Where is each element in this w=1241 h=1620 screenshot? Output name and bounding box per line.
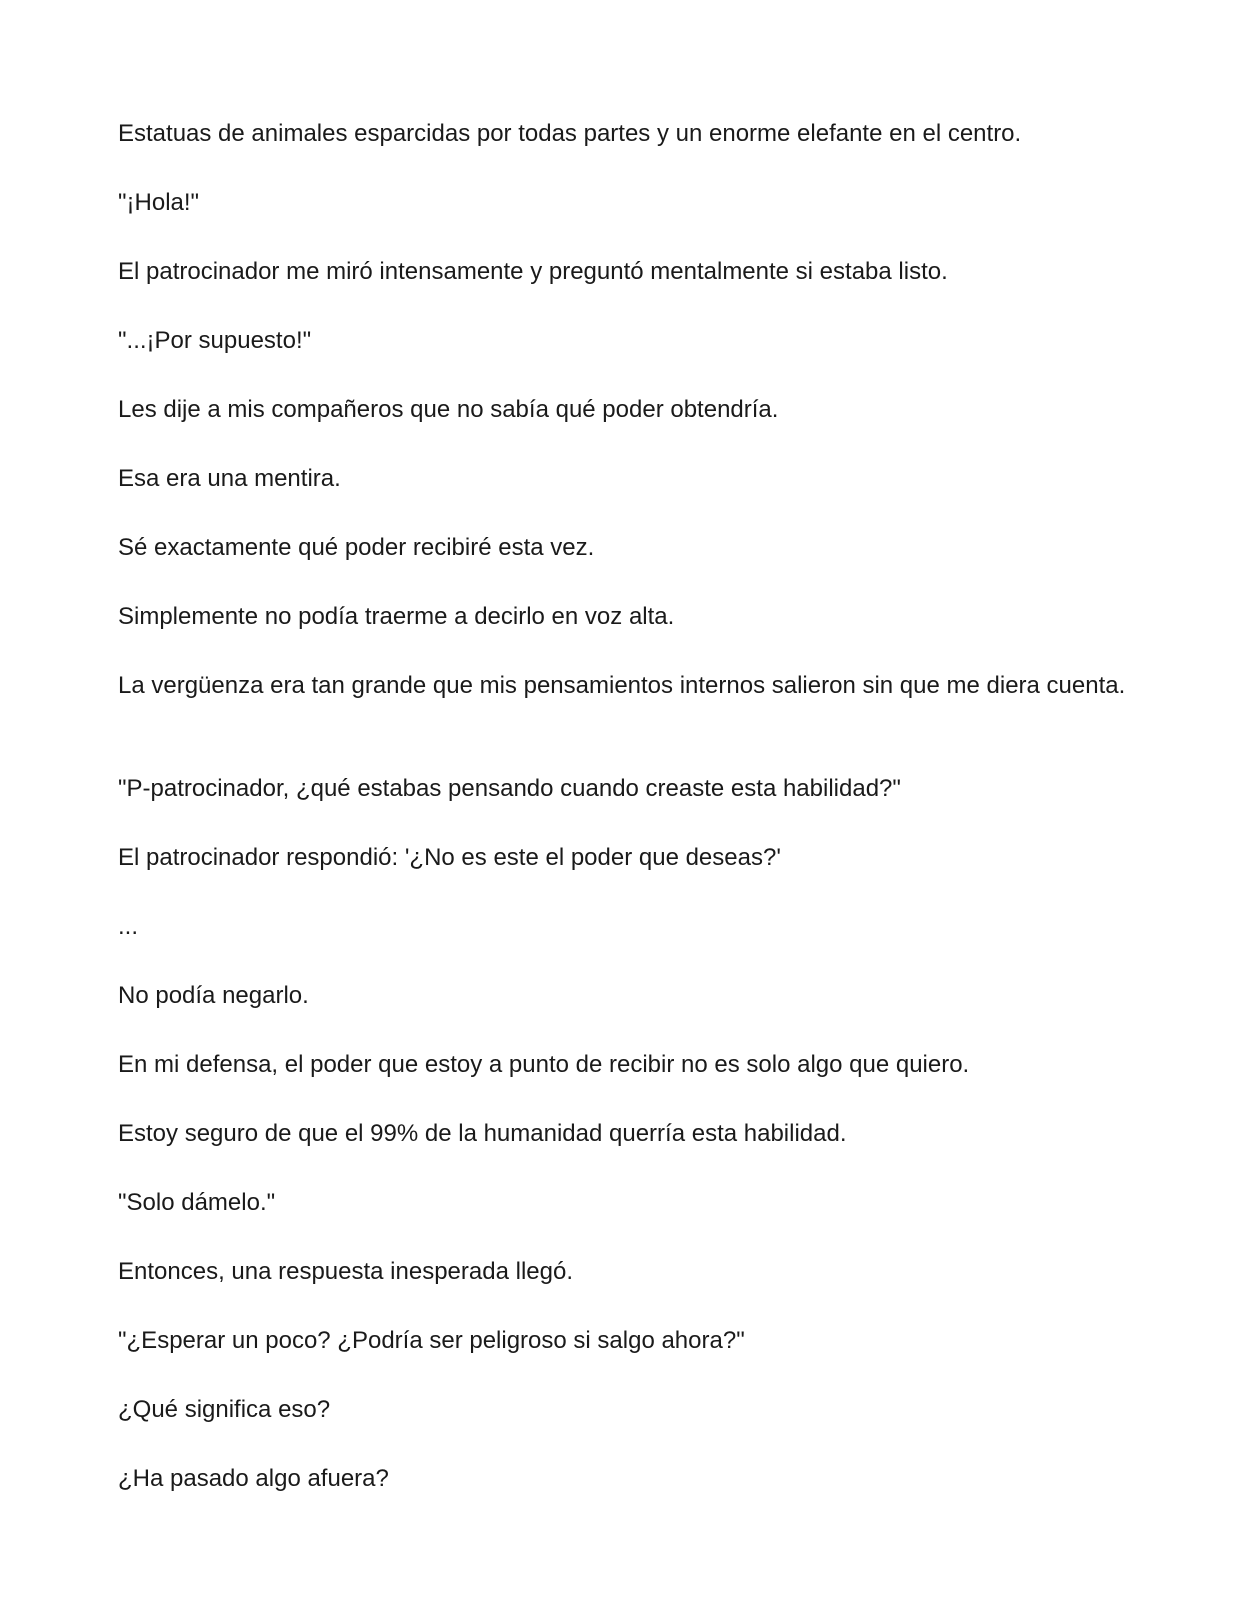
paragraph: Estoy seguro de que el 99% de la humanidad querría esta habilidad. bbox=[118, 1120, 847, 1147]
paragraph: "Solo dámelo." bbox=[118, 1189, 276, 1216]
paragraph: ... bbox=[118, 913, 139, 940]
paragraph: La vergüenza era tan grande que mis pensamientos internos salieron sin que me diera cuenta. bbox=[118, 672, 1126, 699]
paragraph: ¿Qué significa eso? bbox=[118, 1396, 331, 1423]
paragraph: "¡Hola!" bbox=[118, 189, 200, 216]
paragraph: El patrocinador respondió: '¿No es este el poder que deseas?' bbox=[118, 844, 781, 871]
paragraph: En mi defensa, el poder que estoy a punto de recibir no es solo algo que quiero. bbox=[118, 1051, 970, 1078]
paragraph: Entonces, una respuesta inesperada llegó. bbox=[118, 1258, 573, 1285]
paragraph: Simplemente no podía traerme a decirlo en voz alta. bbox=[118, 603, 675, 630]
paragraph: "P-patrocinador, ¿qué estabas pensando cuando creaste esta habilidad?" bbox=[118, 775, 901, 802]
paragraph: Sé exactamente qué poder recibiré esta vez. bbox=[118, 534, 595, 561]
paragraph: ¿Ha pasado algo afuera? bbox=[118, 1465, 389, 1492]
paragraph: El patrocinador me miró intensamente y preguntó mentalmente si estaba listo. bbox=[118, 258, 948, 285]
paragraph: Estatuas de animales esparcidas por todas partes y un enorme elefante en el centro. bbox=[118, 120, 1022, 147]
paragraph: "...¡Por supuesto!" bbox=[118, 327, 312, 354]
paragraph: "¿Esperar un poco? ¿Podría ser peligroso si salgo ahora?" bbox=[118, 1327, 745, 1354]
paragraph: Esa era una mentira. bbox=[118, 465, 341, 492]
paragraph: Les dije a mis compañeros que no sabía qué poder obtendría. bbox=[118, 396, 779, 423]
paragraph: No podía negarlo. bbox=[118, 982, 309, 1009]
